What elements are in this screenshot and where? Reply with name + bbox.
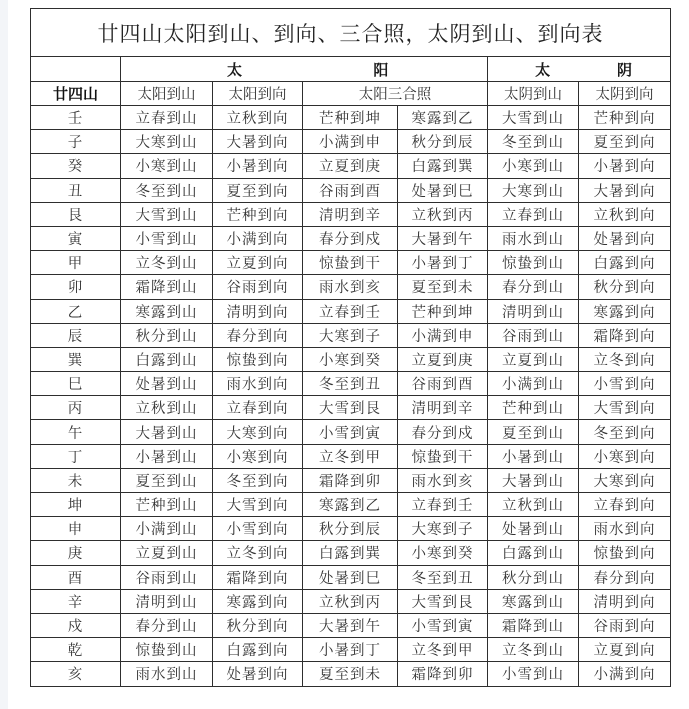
cell-mountain: 乙 bbox=[31, 299, 121, 323]
cell-mountain: 子 bbox=[31, 130, 121, 154]
cell-sun-sanhe-2: 秋分到辰 bbox=[398, 130, 488, 154]
column-header-moon-facing: 太阴到向 bbox=[579, 82, 671, 106]
cell-mountain: 丁 bbox=[31, 444, 121, 468]
cell-sun-sanhe-1: 霜降到卯 bbox=[303, 468, 398, 492]
table-title: 廿四山太阳到山、到向、三合照，太阴到山、到向表 bbox=[31, 9, 671, 57]
cell-moon-facing: 立秋到向 bbox=[579, 202, 671, 226]
table-row bbox=[31, 323, 671, 347]
table-row bbox=[31, 347, 671, 371]
cell-sun-facing: 春分到向 bbox=[213, 323, 303, 347]
column-header-moon-mountain: 太阴到山 bbox=[488, 82, 579, 106]
cell-sun-sanhe-1: 处暑到巳 bbox=[303, 565, 398, 589]
cell-mountain: 戍 bbox=[31, 613, 121, 637]
cell-sun-sanhe-2: 霜降到卯 bbox=[398, 662, 488, 686]
cell-sun-mountain: 春分到山 bbox=[121, 613, 213, 637]
cell-moon-facing: 立夏到向 bbox=[579, 638, 671, 662]
cell-sun-sanhe-1: 立冬到甲 bbox=[303, 444, 398, 468]
cell-moon-facing: 白露到向 bbox=[579, 251, 671, 275]
cell-sun-sanhe-2: 大雪到艮 bbox=[398, 589, 488, 613]
cell-sun-mountain: 大寒到山 bbox=[121, 130, 213, 154]
cell-sun-facing: 冬至到向 bbox=[213, 468, 303, 492]
cell-sun-sanhe-1: 寒露到乙 bbox=[303, 493, 398, 517]
cell-sun-sanhe-1: 小寒到癸 bbox=[303, 347, 398, 371]
table-row bbox=[31, 106, 671, 130]
cell-mountain: 丑 bbox=[31, 178, 121, 202]
cell-mountain: 庚 bbox=[31, 541, 121, 565]
table-row bbox=[31, 396, 671, 420]
cell-sun-sanhe-1: 白露到巽 bbox=[303, 541, 398, 565]
cell-moon-mountain: 立春到山 bbox=[488, 202, 579, 226]
cell-sun-mountain: 白露到山 bbox=[121, 347, 213, 371]
table-row bbox=[31, 517, 671, 541]
table-row bbox=[31, 638, 671, 662]
table-row bbox=[31, 589, 671, 613]
cell-sun-mountain: 小寒到山 bbox=[121, 154, 213, 178]
cell-sun-mountain: 立冬到山 bbox=[121, 251, 213, 275]
cell-sun-mountain: 清明到山 bbox=[121, 589, 213, 613]
cell-sun-sanhe-1: 立夏到庚 bbox=[303, 154, 398, 178]
table-row bbox=[31, 662, 671, 686]
cell-moon-mountain: 雨水到山 bbox=[488, 226, 579, 250]
cell-sun-facing: 雨水到向 bbox=[213, 372, 303, 396]
cell-moon-mountain: 大暑到山 bbox=[488, 468, 579, 492]
cell-sun-sanhe-2: 小寒到癸 bbox=[398, 541, 488, 565]
cell-mountain: 乾 bbox=[31, 638, 121, 662]
cell-sun-facing: 小雪到向 bbox=[213, 517, 303, 541]
cell-sun-sanhe-2: 立春到壬 bbox=[398, 493, 488, 517]
cell-sun-sanhe-1: 立春到壬 bbox=[303, 299, 398, 323]
cell-sun-mountain: 大暑到山 bbox=[121, 420, 213, 444]
cell-mountain: 申 bbox=[31, 517, 121, 541]
cell-mountain: 未 bbox=[31, 468, 121, 492]
cell-moon-facing: 大暑到向 bbox=[579, 178, 671, 202]
cell-sun-facing: 立冬到向 bbox=[213, 541, 303, 565]
cell-moon-mountain: 清明到山 bbox=[488, 299, 579, 323]
cell-moon-mountain: 小暑到山 bbox=[488, 444, 579, 468]
cell-mountain: 壬 bbox=[31, 106, 121, 130]
table-row bbox=[31, 613, 671, 637]
cell-moon-mountain: 立冬到山 bbox=[488, 638, 579, 662]
cell-moon-facing: 春分到向 bbox=[579, 565, 671, 589]
cell-sun-facing: 大雪到向 bbox=[213, 493, 303, 517]
cell-sun-facing: 大寒到向 bbox=[213, 420, 303, 444]
cell-sun-sanhe-1: 秋分到辰 bbox=[303, 517, 398, 541]
cell-moon-facing: 处暑到向 bbox=[579, 226, 671, 250]
cell-sun-sanhe-2: 冬至到丑 bbox=[398, 565, 488, 589]
table-row bbox=[31, 541, 671, 565]
cell-sun-facing: 清明到向 bbox=[213, 299, 303, 323]
table-row bbox=[31, 468, 671, 492]
cell-sun-sanhe-2: 大暑到午 bbox=[398, 226, 488, 250]
cell-sun-sanhe-2: 惊蛰到干 bbox=[398, 444, 488, 468]
header-moon-left: 太 bbox=[535, 60, 551, 79]
cell-sun-facing: 芒种到向 bbox=[213, 202, 303, 226]
header-empty-cell bbox=[31, 57, 121, 82]
header-group-moon bbox=[488, 57, 671, 82]
cell-sun-mountain: 谷雨到山 bbox=[121, 565, 213, 589]
cell-moon-facing: 惊蛰到向 bbox=[579, 541, 671, 565]
cell-mountain: 甲 bbox=[31, 251, 121, 275]
cell-sun-sanhe-1: 小满到申 bbox=[303, 130, 398, 154]
cell-sun-sanhe-1: 小暑到丁 bbox=[303, 638, 398, 662]
cell-mountain: 亥 bbox=[31, 662, 121, 686]
cell-sun-sanhe-2: 春分到戍 bbox=[398, 420, 488, 444]
cell-sun-mountain: 立秋到山 bbox=[121, 396, 213, 420]
table-body bbox=[31, 106, 671, 687]
table-row bbox=[31, 275, 671, 299]
cell-mountain: 辰 bbox=[31, 323, 121, 347]
table-row bbox=[31, 372, 671, 396]
cell-sun-sanhe-1: 芒种到坤 bbox=[303, 106, 398, 130]
cell-sun-facing: 白露到向 bbox=[213, 638, 303, 662]
cell-sun-facing: 处暑到向 bbox=[213, 662, 303, 686]
cell-sun-mountain: 寒露到山 bbox=[121, 299, 213, 323]
cell-sun-mountain: 惊蛰到山 bbox=[121, 638, 213, 662]
cell-sun-mountain: 小满到山 bbox=[121, 517, 213, 541]
cell-sun-facing: 立春到向 bbox=[213, 396, 303, 420]
cell-sun-facing: 小暑到向 bbox=[213, 154, 303, 178]
cell-moon-mountain: 大寒到山 bbox=[488, 178, 579, 202]
cell-moon-facing: 小寒到向 bbox=[579, 444, 671, 468]
cell-sun-facing: 惊蛰到向 bbox=[213, 347, 303, 371]
cell-sun-mountain: 立春到山 bbox=[121, 106, 213, 130]
cell-sun-sanhe-1: 惊蛰到干 bbox=[303, 251, 398, 275]
cell-moon-mountain: 小满到山 bbox=[488, 372, 579, 396]
cell-sun-sanhe-2: 处暑到巳 bbox=[398, 178, 488, 202]
cell-moon-mountain: 秋分到山 bbox=[488, 565, 579, 589]
column-header-row bbox=[31, 82, 671, 106]
cell-moon-facing: 大雪到向 bbox=[579, 396, 671, 420]
cell-sun-sanhe-1: 春分到戍 bbox=[303, 226, 398, 250]
cell-sun-sanhe-2: 立秋到丙 bbox=[398, 202, 488, 226]
cell-moon-facing: 清明到向 bbox=[579, 589, 671, 613]
cell-moon-mountain: 芒种到山 bbox=[488, 396, 579, 420]
cell-moon-mountain: 冬至到山 bbox=[488, 130, 579, 154]
cell-moon-mountain: 大雪到山 bbox=[488, 106, 579, 130]
cell-sun-sanhe-2: 小满到申 bbox=[398, 323, 488, 347]
cell-sun-mountain: 冬至到山 bbox=[121, 178, 213, 202]
cell-sun-facing: 夏至到向 bbox=[213, 178, 303, 202]
cell-moon-mountain: 处暑到山 bbox=[488, 517, 579, 541]
table-row bbox=[31, 202, 671, 226]
table-row bbox=[31, 154, 671, 178]
cell-sun-sanhe-1: 雨水到亥 bbox=[303, 275, 398, 299]
header-sun-left: 太 bbox=[226, 60, 242, 79]
cell-moon-facing: 谷雨到向 bbox=[579, 613, 671, 637]
cell-sun-facing: 谷雨到向 bbox=[213, 275, 303, 299]
cell-sun-sanhe-1: 冬至到丑 bbox=[303, 372, 398, 396]
cell-sun-mountain: 小雪到山 bbox=[121, 226, 213, 250]
cell-sun-sanhe-2: 芒种到坤 bbox=[398, 299, 488, 323]
cell-mountain: 巳 bbox=[31, 372, 121, 396]
cell-sun-facing: 大暑到向 bbox=[213, 130, 303, 154]
cell-sun-sanhe-2: 小暑到丁 bbox=[398, 251, 488, 275]
cell-moon-facing: 秋分到向 bbox=[579, 275, 671, 299]
cell-moon-mountain: 立秋到山 bbox=[488, 493, 579, 517]
cell-sun-sanhe-2: 雨水到亥 bbox=[398, 468, 488, 492]
cell-mountain: 巽 bbox=[31, 347, 121, 371]
cell-sun-facing: 秋分到向 bbox=[213, 613, 303, 637]
cell-sun-sanhe-2: 清明到辛 bbox=[398, 396, 488, 420]
header-sun-right: 阳 bbox=[373, 60, 389, 79]
cell-sun-sanhe-1: 大寒到子 bbox=[303, 323, 398, 347]
table-row bbox=[31, 420, 671, 444]
left-margin-strip bbox=[0, 0, 8, 709]
cell-mountain: 酉 bbox=[31, 565, 121, 589]
header-group-row bbox=[31, 57, 671, 82]
cell-moon-facing: 雨水到向 bbox=[579, 517, 671, 541]
cell-mountain: 丙 bbox=[31, 396, 121, 420]
cell-sun-facing: 霜降到向 bbox=[213, 565, 303, 589]
cell-sun-sanhe-1: 大暑到午 bbox=[303, 613, 398, 637]
table-row bbox=[31, 251, 671, 275]
table-row bbox=[31, 444, 671, 468]
cell-sun-facing: 立夏到向 bbox=[213, 251, 303, 275]
cell-sun-facing: 寒露到向 bbox=[213, 589, 303, 613]
table-row bbox=[31, 130, 671, 154]
cell-sun-sanhe-1: 夏至到未 bbox=[303, 662, 398, 686]
cell-sun-mountain: 芒种到山 bbox=[121, 493, 213, 517]
cell-sun-sanhe-2: 白露到巽 bbox=[398, 154, 488, 178]
cell-moon-mountain: 夏至到山 bbox=[488, 420, 579, 444]
cell-mountain: 艮 bbox=[31, 202, 121, 226]
table-row bbox=[31, 226, 671, 250]
cell-sun-facing: 小寒到向 bbox=[213, 444, 303, 468]
cell-sun-mountain: 大雪到山 bbox=[121, 202, 213, 226]
cell-sun-facing: 立秋到向 bbox=[213, 106, 303, 130]
cell-sun-sanhe-1: 立秋到丙 bbox=[303, 589, 398, 613]
cell-moon-facing: 立春到向 bbox=[579, 493, 671, 517]
cell-moon-facing: 寒露到向 bbox=[579, 299, 671, 323]
cell-sun-mountain: 霜降到山 bbox=[121, 275, 213, 299]
cell-sun-sanhe-1: 小雪到寅 bbox=[303, 420, 398, 444]
cell-moon-facing: 小暑到向 bbox=[579, 154, 671, 178]
cell-moon-mountain: 小寒到山 bbox=[488, 154, 579, 178]
cell-moon-facing: 小满到向 bbox=[579, 662, 671, 686]
cell-sun-mountain: 小暑到山 bbox=[121, 444, 213, 468]
cell-moon-mountain: 惊蛰到山 bbox=[488, 251, 579, 275]
cell-moon-facing: 霜降到向 bbox=[579, 323, 671, 347]
cell-moon-mountain: 谷雨到山 bbox=[488, 323, 579, 347]
cell-sun-sanhe-2: 寒露到乙 bbox=[398, 106, 488, 130]
cell-moon-mountain: 小雪到山 bbox=[488, 662, 579, 686]
table-row bbox=[31, 493, 671, 517]
cell-sun-sanhe-1: 谷雨到酉 bbox=[303, 178, 398, 202]
cell-moon-facing: 芒种到向 bbox=[579, 106, 671, 130]
cell-mountain: 癸 bbox=[31, 154, 121, 178]
cell-moon-mountain: 立夏到山 bbox=[488, 347, 579, 371]
column-header-sun-sanhe: 太阳三合照 bbox=[303, 82, 488, 106]
cell-sun-mountain: 立夏到山 bbox=[121, 541, 213, 565]
cell-sun-sanhe-2: 大寒到子 bbox=[398, 517, 488, 541]
column-header-sun-facing: 太阳到向 bbox=[213, 82, 303, 106]
cell-sun-sanhe-2: 立夏到庚 bbox=[398, 347, 488, 371]
cell-moon-mountain: 白露到山 bbox=[488, 541, 579, 565]
cell-mountain: 卯 bbox=[31, 275, 121, 299]
column-header-mountain: 廿四山 bbox=[31, 82, 121, 106]
cell-sun-sanhe-1: 清明到辛 bbox=[303, 202, 398, 226]
table-container bbox=[30, 8, 671, 687]
cell-sun-mountain: 夏至到山 bbox=[121, 468, 213, 492]
table-row bbox=[31, 299, 671, 323]
cell-mountain: 辛 bbox=[31, 589, 121, 613]
header-group-sun bbox=[121, 57, 488, 82]
cell-sun-sanhe-2: 谷雨到酉 bbox=[398, 372, 488, 396]
cell-sun-sanhe-2: 小雪到寅 bbox=[398, 613, 488, 637]
table-row bbox=[31, 178, 671, 202]
cell-sun-sanhe-1: 大雪到艮 bbox=[303, 396, 398, 420]
header-moon-right: 阴 bbox=[617, 60, 633, 79]
cell-moon-facing: 小雪到向 bbox=[579, 372, 671, 396]
cell-moon-facing: 冬至到向 bbox=[579, 420, 671, 444]
cell-mountain: 寅 bbox=[31, 226, 121, 250]
cell-moon-mountain: 霜降到山 bbox=[488, 613, 579, 637]
column-header-sun-mountain: 太阳到山 bbox=[121, 82, 213, 106]
cell-sun-sanhe-2: 夏至到未 bbox=[398, 275, 488, 299]
cell-mountain: 午 bbox=[31, 420, 121, 444]
solar-lunar-table bbox=[30, 8, 671, 687]
cell-sun-sanhe-2: 立冬到甲 bbox=[398, 638, 488, 662]
cell-mountain: 坤 bbox=[31, 493, 121, 517]
table-row bbox=[31, 565, 671, 589]
cell-sun-mountain: 雨水到山 bbox=[121, 662, 213, 686]
cell-moon-mountain: 春分到山 bbox=[488, 275, 579, 299]
cell-moon-facing: 夏至到向 bbox=[579, 130, 671, 154]
cell-moon-facing: 大寒到向 bbox=[579, 468, 671, 492]
cell-sun-mountain: 处暑到山 bbox=[121, 372, 213, 396]
cell-sun-mountain: 秋分到山 bbox=[121, 323, 213, 347]
cell-moon-facing: 立冬到向 bbox=[579, 347, 671, 371]
cell-moon-mountain: 寒露到山 bbox=[488, 589, 579, 613]
cell-sun-facing: 小满到向 bbox=[213, 226, 303, 250]
